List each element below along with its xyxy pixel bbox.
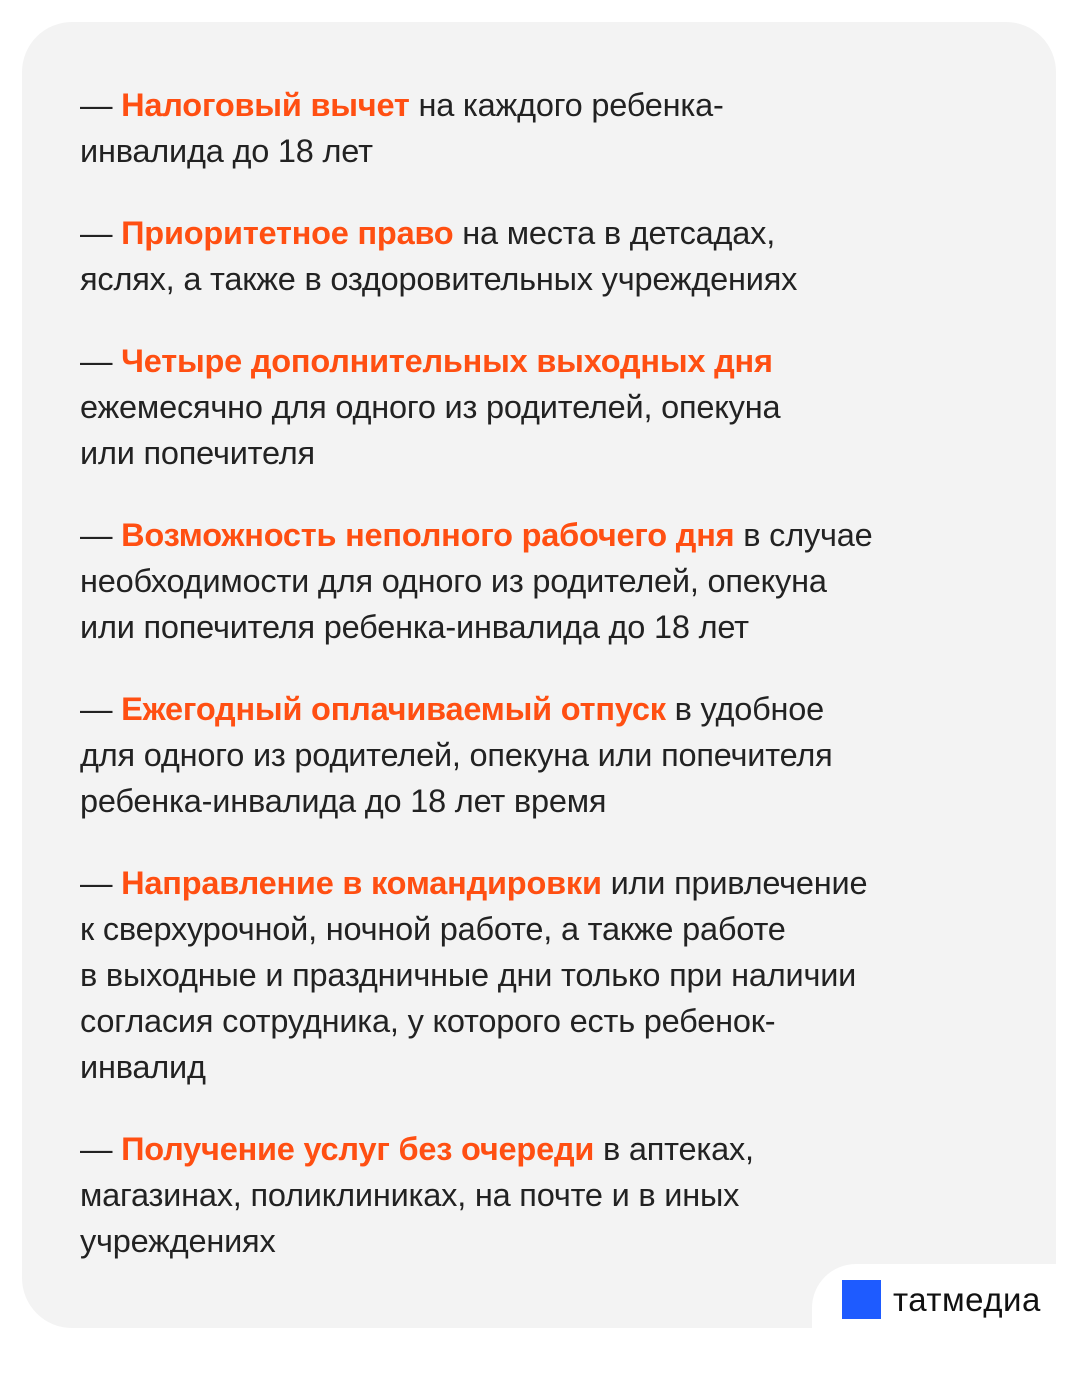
list-item bbox=[80, 686, 1040, 824]
logo-text: татмедиа bbox=[893, 1280, 1041, 1318]
item-highlight: Ежегодный оплачиваемый отпуск bbox=[121, 691, 666, 727]
item-text: на места в детсадах, яслях, а также в оздоровительных учреждениях bbox=[80, 215, 798, 297]
item-highlight: Налоговый вычет bbox=[121, 87, 410, 123]
dash: — bbox=[80, 1131, 122, 1167]
list-item bbox=[80, 512, 1040, 650]
item-highlight: Приоритетное право bbox=[121, 215, 454, 251]
item-text: в аптеках, магазинах, поликлиниках, на почте и в иных учреждениях bbox=[80, 1131, 754, 1259]
item-text: в случае необходимости для одного из родителей, опекуна или попечителя ребенка-инвалида до 18 лет bbox=[80, 517, 873, 645]
item-highlight: Возможность неполного рабочего дня bbox=[121, 517, 735, 553]
dash: — bbox=[80, 865, 122, 901]
item-highlight: Четыре дополнительных выходных дня bbox=[121, 343, 773, 379]
list-item bbox=[80, 82, 1040, 174]
list-item bbox=[80, 338, 1040, 476]
list-item bbox=[80, 210, 1040, 302]
item-text: на каждого ребенка- инвалида до 18 лет bbox=[80, 87, 724, 169]
dash: — bbox=[80, 215, 122, 251]
item-text: ежемесячно для одного из родителей, опекуна или попечителя bbox=[80, 389, 781, 471]
item-text: или привлечение к сверхурочной, ночной работе, а также работе в выходные и праздничные дни только при наличии согласия сотрудника, у которого есть ребенок- инвалид bbox=[80, 865, 868, 1085]
dash: — bbox=[80, 343, 122, 379]
benefits-list bbox=[80, 82, 1040, 1300]
tatmedia-logo bbox=[842, 1280, 1041, 1319]
dash: — bbox=[80, 691, 122, 727]
list-item bbox=[80, 860, 1040, 1090]
item-highlight: Получение услуг без очереди bbox=[121, 1131, 595, 1167]
item-text: в удобное для одного из родителей, опекуна или попечителя ребенка-инвалида до 18 лет время bbox=[80, 691, 833, 819]
logo-square-icon bbox=[842, 1280, 881, 1319]
dash: — bbox=[80, 87, 122, 123]
item-highlight: Направление в командировки bbox=[121, 865, 602, 901]
dash: — bbox=[80, 517, 122, 553]
list-item bbox=[80, 1126, 1040, 1264]
